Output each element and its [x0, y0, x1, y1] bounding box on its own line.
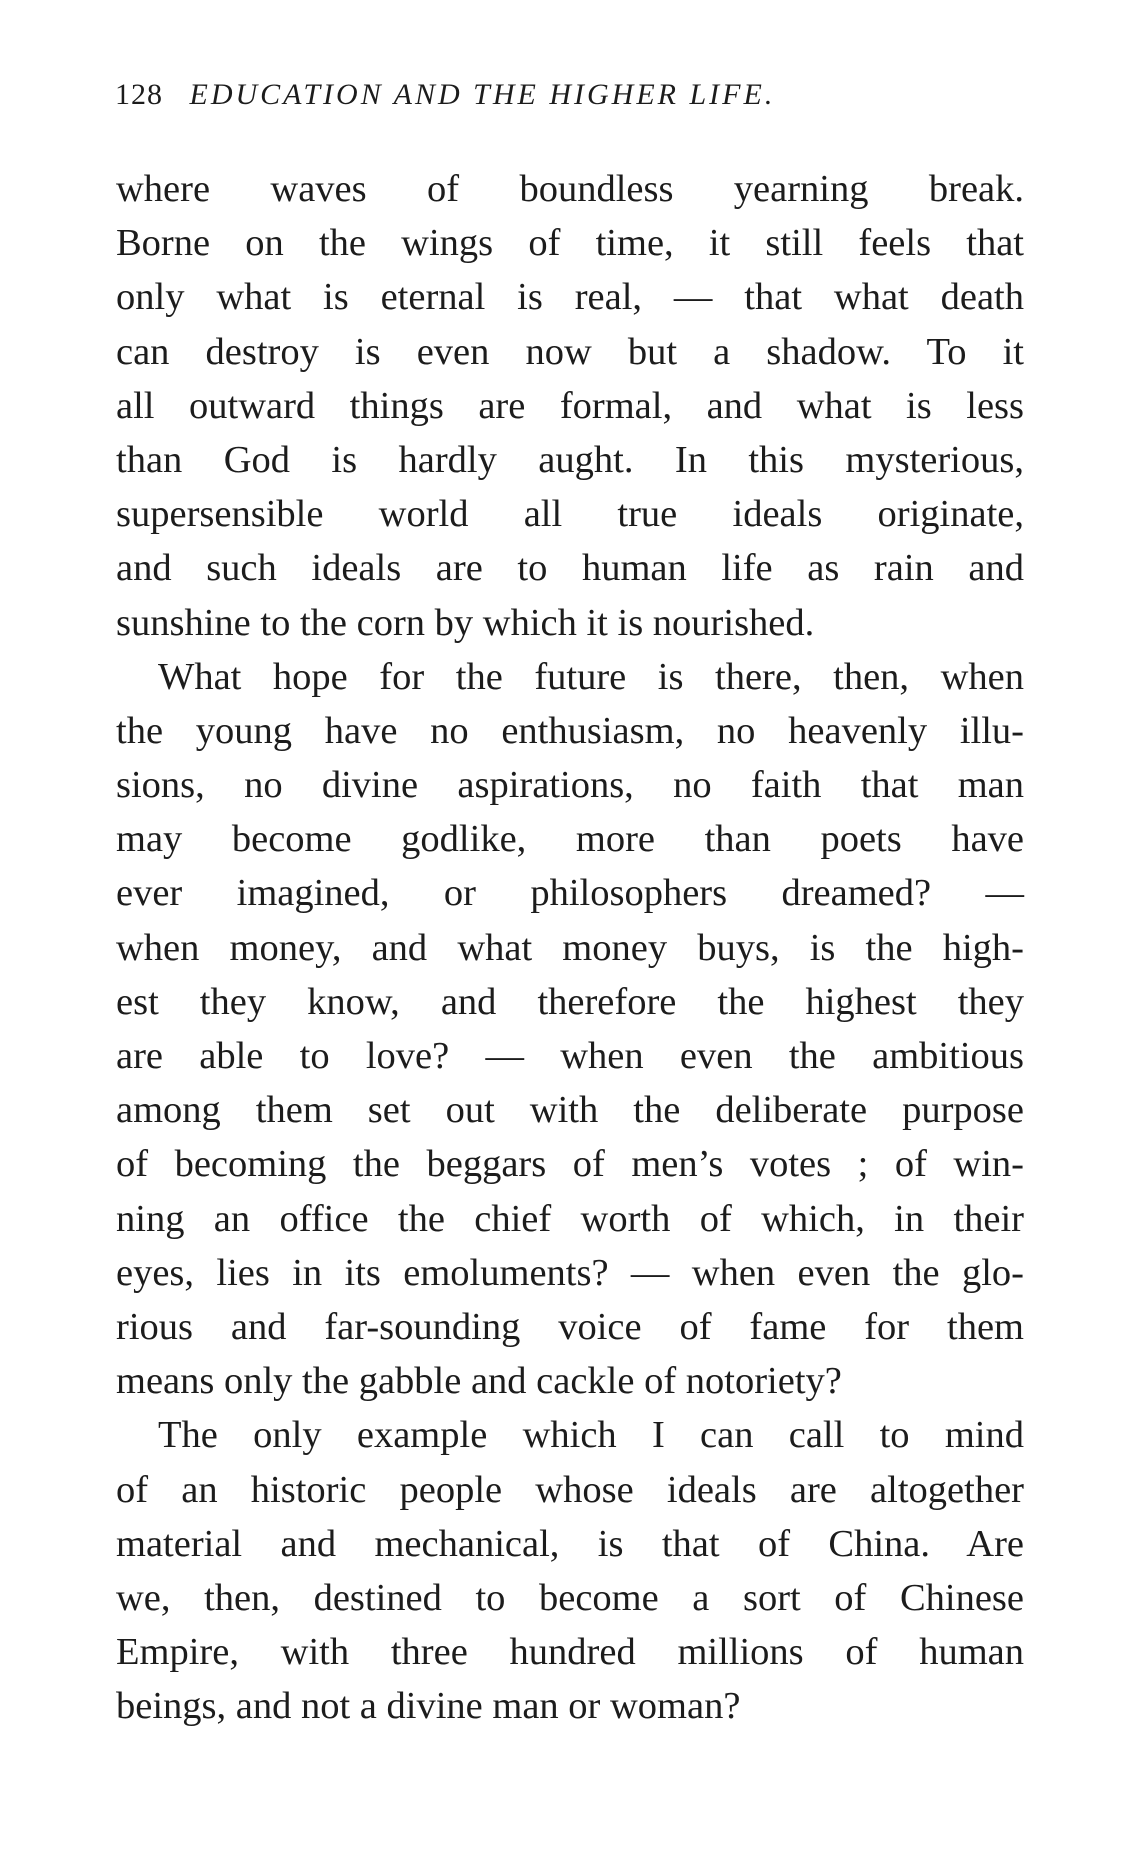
paragraph-2: [116, 650, 1024, 1409]
text-line: of an historic people whose ideals are altogether: [116, 1468, 1024, 1511]
running-head: [115, 78, 1015, 112]
text-line: only what is eternal is real, — that what death: [116, 276, 1024, 319]
text-line: are able to love? — when even the ambitious: [116, 1035, 1024, 1077]
paragraph-3: [116, 1408, 1024, 1733]
text-line: ever imagined, or philosophers dreamed? —: [116, 872, 1024, 915]
text-line: than God is hardly aught. In this mysterious,: [116, 438, 1024, 481]
text-line: and such ideals are to human life as rain and: [116, 547, 1024, 590]
text-line: may become godlike, more than poets have: [116, 818, 1024, 861]
running-title: EDUCATION AND THE HIGHER LIFE.: [189, 78, 776, 111]
text-line: means only the gabble and cackle of notoriety?: [116, 1360, 842, 1403]
text-line: supersensible world all true ideals originate,: [116, 493, 1024, 536]
text-line: est they know, and therefore the highest they: [116, 980, 1024, 1023]
text-line: when money, and what money buys, is the high-: [116, 926, 1024, 969]
text-line: ning an office the chief worth of which, in their: [116, 1197, 1024, 1240]
text-line: all outward things are formal, and what is less: [116, 384, 1024, 427]
text-line: beings, and not a divine man or woman?: [116, 1685, 741, 1728]
text-line: we, then, destined to become a sort of Chinese: [116, 1576, 1024, 1619]
text-line: sunshine to the corn by which it is nourished.: [116, 601, 815, 644]
text-line: The only example which I can call to mind: [158, 1414, 1024, 1457]
text-line: where waves of boundless yearning break.: [116, 168, 1024, 210]
text-line: eyes, lies in its emoluments? — when even the glo-: [116, 1251, 1024, 1294]
text-line: material and mechanical, is that of China. Are: [116, 1522, 1024, 1565]
paragraph-1: [116, 162, 1024, 650]
text-line: the young have no enthusiasm, no heavenly illu-: [116, 709, 1024, 752]
text-line: rious and far-sounding voice of fame for them: [116, 1305, 1024, 1348]
body-text: [116, 162, 1024, 1733]
text-line: What hope for the future is there, then, when: [158, 655, 1024, 698]
text-line: sions, no divine aspirations, no faith that man: [116, 764, 1024, 807]
text-line: among them set out with the deliberate purpose: [116, 1089, 1024, 1132]
text-line: of becoming the beggars of men’s votes ; of win-: [116, 1143, 1024, 1186]
text-line: Empire, with three hundred millions of human: [116, 1631, 1024, 1674]
page-number: 128: [115, 78, 163, 111]
text-line: Borne on the wings of time, it still feels that: [116, 222, 1024, 265]
text-line: can destroy is even now but a shadow. To it: [116, 330, 1024, 373]
